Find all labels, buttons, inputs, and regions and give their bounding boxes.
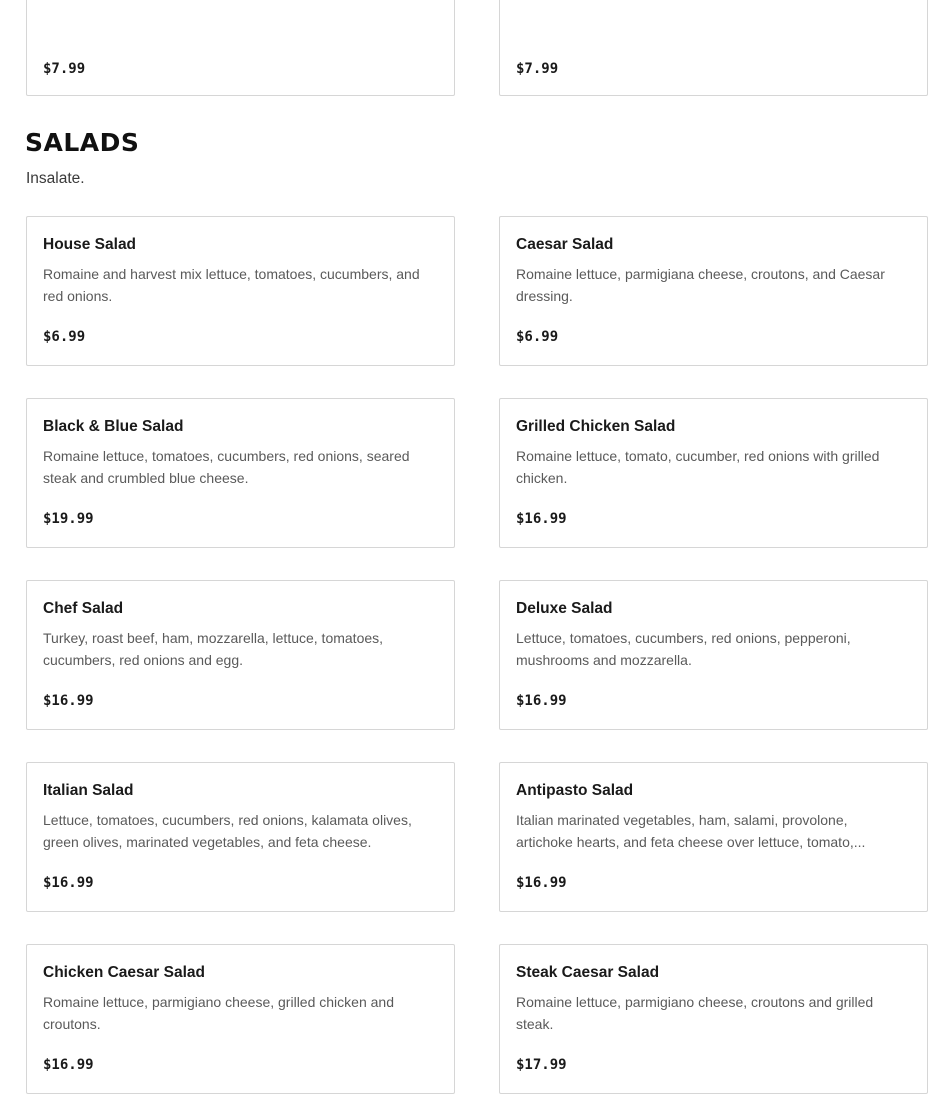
item-price: $16.99	[516, 511, 567, 527]
menu-item-card[interactable]	[499, 580, 928, 730]
item-price: $17.99	[516, 1057, 567, 1073]
item-name: Chicken Caesar Salad	[43, 964, 205, 981]
item-name: Caesar Salad	[516, 236, 614, 253]
item-price: $16.99	[43, 693, 94, 709]
item-description: Turkey, roast beef, ham, mozzarella, lettuce, tomatoes, cucumbers, red onions and egg.	[43, 630, 384, 668]
menu-item-card[interactable]	[26, 580, 455, 730]
item-price: $16.99	[43, 1057, 94, 1073]
item-name: Grilled Chicken Salad	[516, 418, 676, 435]
menu-item-card[interactable]	[499, 398, 928, 548]
item-description: Romaine lettuce, tomatoes, cucumbers, red onions, seared steak and crumbled blue cheese.	[43, 448, 410, 486]
section-subtitle: Insalate.	[26, 170, 85, 187]
item-description: Romaine lettuce, parmigiano cheese, croutons and grilled steak.	[516, 994, 874, 1032]
item-description: Italian marinated vegetables, ham, salami, provolone, artichoke hearts, and feta cheese over lettuce, tomato,...	[516, 812, 866, 850]
menu-item-card[interactable]	[26, 0, 455, 96]
menu-item-card[interactable]	[499, 762, 928, 912]
item-name: Deluxe Salad	[516, 600, 613, 617]
item-name: Chef Salad	[43, 600, 124, 617]
item-name: Italian Salad	[43, 782, 134, 799]
menu-item-card[interactable]	[499, 944, 928, 1094]
menu-item-card[interactable]	[26, 944, 455, 1094]
item-price: $16.99	[516, 875, 567, 891]
menu-item-card[interactable]	[26, 762, 455, 912]
item-description: Romaine lettuce, parmigiano cheese, grilled chicken and croutons.	[43, 994, 394, 1032]
item-price: $7.99	[516, 61, 559, 77]
item-description: Lettuce, tomatoes, cucumbers, red onions, pepperoni, mushrooms and mozzarella.	[516, 630, 851, 668]
item-price: $16.99	[43, 875, 94, 891]
section-title: SALADS	[25, 128, 140, 157]
item-name: House Salad	[43, 236, 137, 253]
menu-item-card[interactable]	[499, 0, 928, 96]
item-price: $19.99	[43, 511, 94, 527]
item-name: Steak Caesar Salad	[516, 964, 660, 981]
item-price: $6.99	[43, 329, 86, 345]
item-price: $7.99	[43, 61, 86, 77]
item-description: Lettuce, tomatoes, cucumbers, red onions, kalamata olives, green olives, marinated vegetables, and feta cheese.	[43, 812, 412, 850]
menu-item-card[interactable]	[26, 216, 455, 366]
item-description: Romaine lettuce, parmigiana cheese, croutons, and Caesar dressing.	[516, 266, 885, 304]
menu-item-card[interactable]	[499, 216, 928, 366]
item-description: Romaine lettuce, tomato, cucumber, red onions with grilled chicken.	[516, 448, 880, 486]
item-name: Antipasto Salad	[516, 782, 634, 799]
item-description: Romaine and harvest mix lettuce, tomatoes, cucumbers, and red onions.	[43, 266, 420, 304]
item-price: $6.99	[516, 329, 559, 345]
item-name: Black & Blue Salad	[43, 418, 184, 435]
item-price: $16.99	[516, 693, 567, 709]
menu-item-card[interactable]	[26, 398, 455, 548]
